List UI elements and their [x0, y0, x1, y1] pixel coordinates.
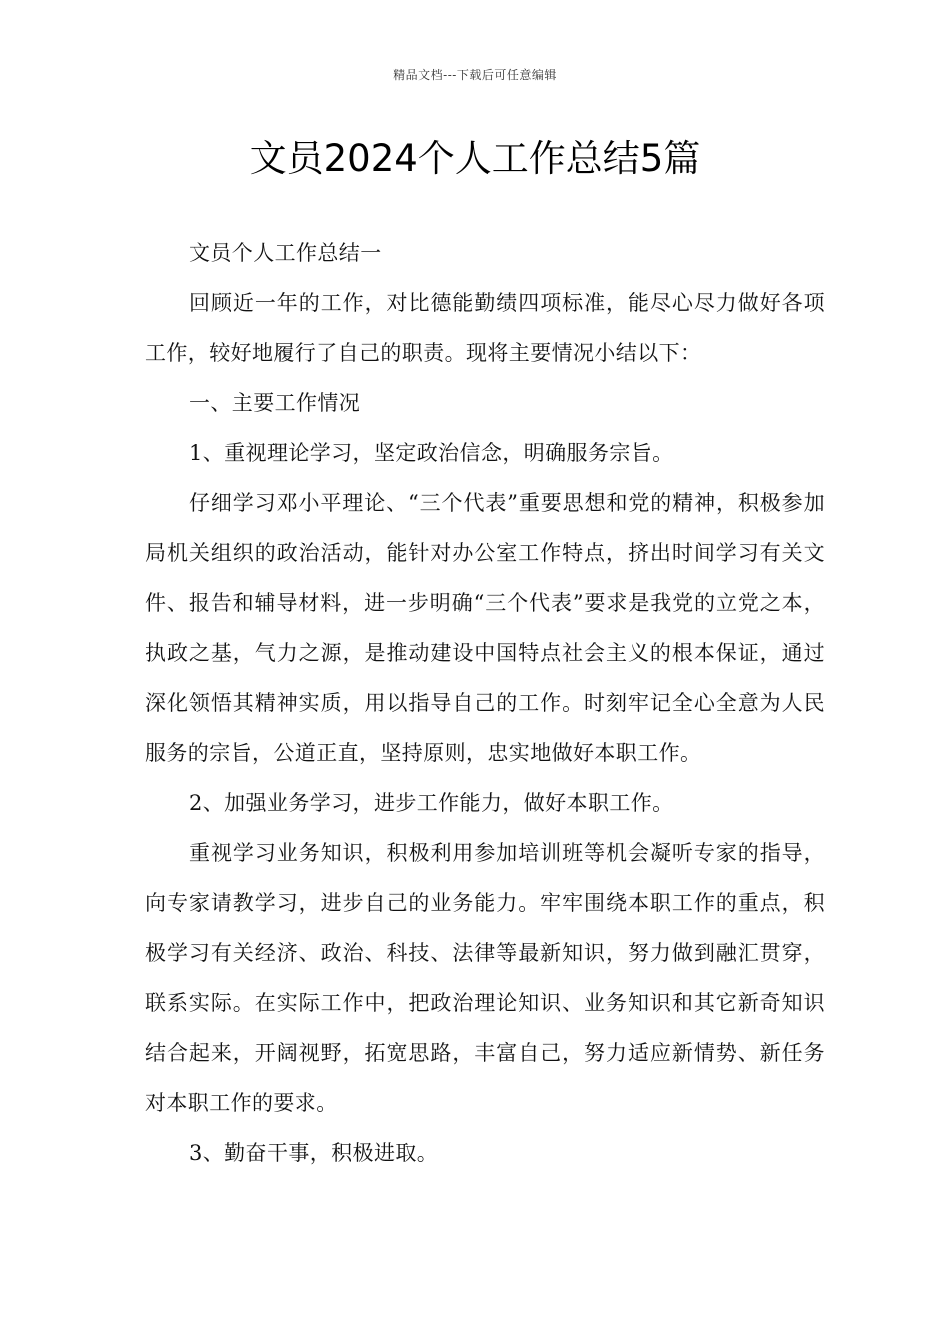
list-item-heading: 3、勤奋干事，积极进取。: [189, 1141, 439, 1165]
paragraph: 仔细学习邓小平理论、“三个代表”重要思想和党的精神，积极参加局机关组织的政治活动，能针对办公室工作特点，挤出时间学习有关文件、报告和辅导材料，进一步明确“三个代表”要求是我党的立党之本，执政之基，气力之源，是推动建设中国特点社会主义的根本保证，通过深化领悟其精神实质，用以指导自己的工作。时刻牢记全心全意为人民服务的宗旨，公道正直，坚持原则，忠实地做好本职工作。: [145, 491, 825, 765]
document-title: 文员2024个人工作总结5篇: [249, 137, 701, 180]
list-item-heading: 1、重视理论学习，坚定政治信念，明确服务宗旨。: [189, 441, 674, 465]
section-heading: 文员个人工作总结一: [189, 241, 382, 265]
document-body: [145, 228, 825, 1178]
subheading: 一、主要工作情况: [189, 391, 361, 415]
header-note: 精品文档---下载后可任意编辑: [393, 68, 557, 82]
paragraph: 回顾近一年的工作，对比德能勤绩四项标准，能尽心尽力做好各项工作，较好地履行了自己的职责。现将主要情况小结以下：: [145, 291, 825, 365]
list-item-heading: 2、加强业务学习，进步工作能力，做好本职工作。: [189, 791, 674, 815]
paragraph: 重视学习业务知识，积极利用参加培训班等机会凝听专家的指导，向专家请教学习，进步自己的业务能力。牢牢围绕本职工作的重点，积极学习有关经济、政治、科技、法律等最新知识，努力做到融汇贯穿，联系实际。在实际工作中，把政治理论知识、业务知识和其它新奇知识结合起来，开阔视野，拓宽思路，丰富自己，努力适应新情势、新任务对本职工作的要求。: [145, 841, 825, 1115]
